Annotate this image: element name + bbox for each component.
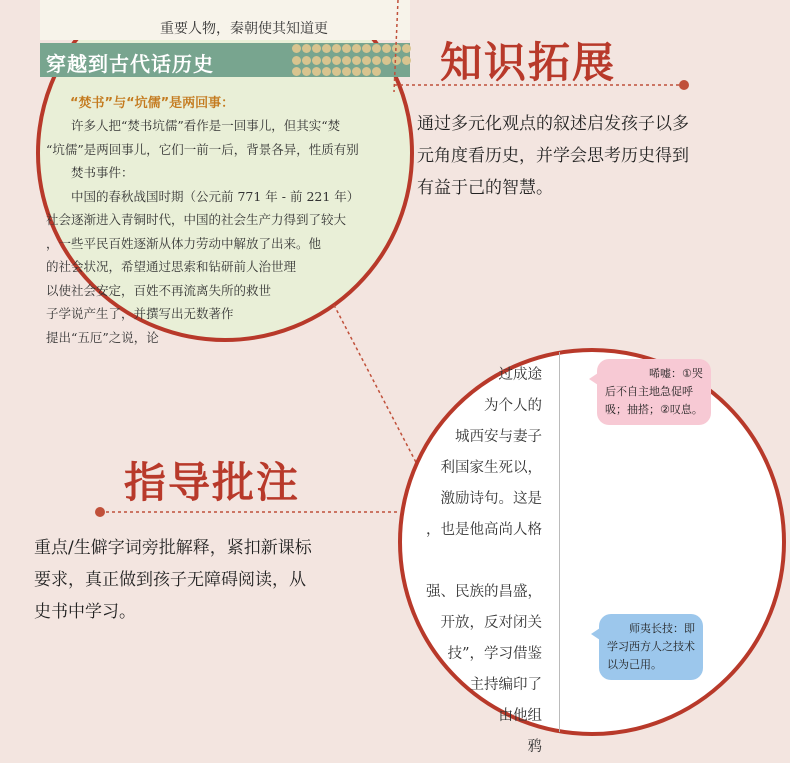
section2-title: 指导批注 [124, 458, 301, 507]
annotated-line: 城西安与妻子 [455, 429, 542, 445]
annotated-text [402, 360, 542, 763]
annotated-line: 利国家生死以， [440, 460, 542, 476]
excerpt-line: “坑儒”是两回事儿，它们一前一后，背景各异，性质有别 [46, 141, 359, 157]
excerpt-line: 的社会状况，希望通过思索和钻研前人治世理 [46, 259, 297, 274]
annotated-line: 开放，反对闭关 [440, 615, 542, 631]
excerpt-line: 中国的春秋战国时期（公元前 771 年 - 前 221 年） [46, 188, 360, 204]
excerpt-subheading: “焚书”与“坑儒”是两回事： [70, 96, 235, 111]
annotated-line: 过成途 [498, 367, 542, 383]
section2-desc-line: 重点/生僻字词旁批解释，紧扣新课标 [34, 538, 312, 558]
section1-title: 知识拓展 [440, 38, 617, 87]
excerpt-paragraph [46, 114, 426, 349]
section1-description [417, 108, 689, 204]
excerpt-line: 子学说产生了，并撰写出无数著作 [46, 306, 234, 321]
note-line: 吸；抽搭；②叹息。 [605, 403, 703, 416]
annotated-line [402, 546, 542, 577]
excerpt-line: ，一些平民百姓逐渐从体力劳动中解放了出来。他 [46, 235, 322, 251]
annotated-line: 鸦 [527, 739, 542, 755]
excerpt-line: 社会逐渐进入青铜时代，中国的社会生产力得到了较大 [46, 212, 347, 227]
connector-dot-1 [679, 80, 689, 90]
annotated-line: 主持编印了 [469, 677, 542, 693]
section2-desc-line: 要求，真正做到孩子无障碍阅读，从 [34, 570, 306, 590]
section1-desc-line: 通过多元化观点的叙述启发孩子以多 [417, 114, 689, 134]
note-line: 唏嘘：①哭 [649, 367, 703, 380]
note-line: 学习西方人之技术 [607, 640, 695, 653]
page-margin-rule [559, 352, 560, 732]
annotated-line: 技”，学习借鉴 [447, 646, 542, 662]
note-line: 后不自主地急促呼 [605, 385, 693, 398]
annotated-line: 强、民族的昌盛， [426, 584, 542, 600]
note-bubble-1 [597, 359, 711, 425]
note-line: 以为己用。 [607, 658, 662, 671]
section2-description [34, 532, 312, 628]
note-tail [591, 628, 600, 640]
excerpt-line: 提出“五厄”之说，论 [46, 329, 159, 345]
note-bubble-2 [599, 614, 703, 680]
section1-desc-line: 元角度看历史，并学会思考历史得到 [417, 146, 689, 166]
annotated-line: 激励诗句。这是 [440, 491, 542, 507]
section1-desc-line: 有益于己的智慧。 [417, 178, 553, 198]
connector-dot-2 [95, 507, 105, 517]
excerpt-line: 焚书事件： [46, 165, 134, 180]
annotated-line: 为个人的 [484, 398, 542, 414]
excerpt-top-text: 重要人物，秦朝使其知道更 [160, 21, 328, 37]
banner-title: 穿越到古代话历史 [46, 52, 214, 76]
note-tail [589, 373, 598, 385]
excerpt-line: 以使社会安定，百姓不再流离失所的救世 [46, 282, 272, 298]
banner-decoration-dots [292, 44, 412, 78]
annotation-circle [398, 348, 786, 755]
excerpt-circle-history [36, 0, 414, 345]
note-line: 师夷长技：即 [629, 622, 695, 635]
annotated-line: 由他组 [498, 708, 542, 724]
section2-desc-line: 史书中学习。 [34, 602, 136, 622]
annotated-line: ，也是他高尚人格 [426, 522, 542, 538]
excerpt-line: 许多人把“焚书坑儒”看作是一回事儿，但其实“焚 [46, 118, 341, 133]
